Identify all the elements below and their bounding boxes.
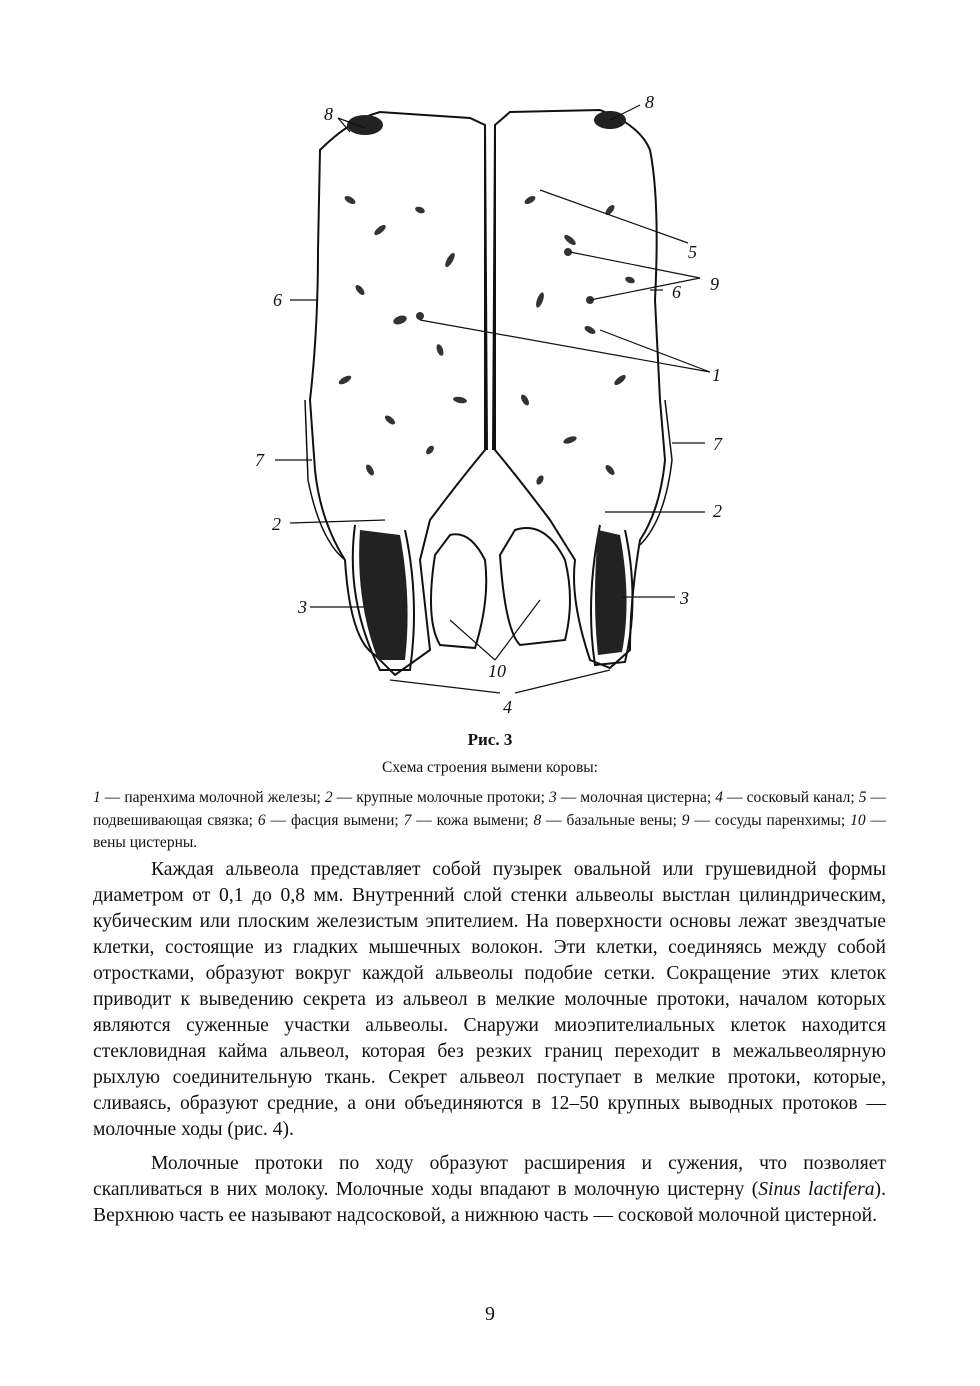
figure-label-6-left: 6 — [273, 290, 282, 310]
figure-label-9: 9 — [710, 274, 719, 294]
legend-text: — молочная цистерна; — [556, 789, 716, 806]
figure-label-2-right: 2 — [713, 501, 722, 521]
udder-illustration — [243, 88, 743, 718]
paragraph-1: Каждая альвеола представляет собой пузырек овальной или грушевидной формы диаметром от 0,1 до 0,8 мм. Внутренний слой стенки альвеолы выстлан цилиндрическим, кубическим или плоским железистым эпителием. На поверхности основы лежат звездчатые клетки, состоящие из гладких мышечных волокон. Эти клетки, соединяясь между собой отростками, образуют вокруг каждой альвеолы подобие сетки. Сокращение этих клеток приводит к выведению секрета из альвеол в мелкие молочные протоки, началом которых являются суженные участки альвеолы. Снаружи миоэпителиальных клеток находится стекловидная кайма альвеол, которая без резких границ переходит в межальвеолярную рыхлую соединительную ткань. Секрет альвеол поступает в мелкие протоки, которые, сливаясь, образуют средние, а они объединяются в 12–50 крупных выводных протоков — молочные ходы (рис. 4). — [93, 859, 886, 1140]
legend-num: 3 — [548, 789, 557, 806]
paragraph-2 — [93, 1151, 886, 1229]
figure-label-8-right: 8 — [645, 92, 654, 112]
udder-diagram — [243, 88, 743, 718]
figure-title: Рис. 3 — [467, 730, 513, 749]
legend-text: — подвешивающая связка; — [93, 789, 887, 829]
paragraph-2-end: ). Верхнюю часть ее называют надсосковой, а нижнюю часть — сосковой молочной цистерной. — [93, 1179, 886, 1226]
median-ligament — [485, 125, 495, 450]
figure-caption: Схема строения вымени коровы: — [382, 759, 598, 776]
right-cistern — [595, 530, 627, 655]
inner-teat-left — [431, 534, 486, 648]
legend-text: — крупные молочные протоки; — [332, 789, 549, 806]
figure-label-1: 1 — [712, 365, 721, 385]
legend-num: 6 — [257, 811, 266, 829]
right-skin — [640, 400, 672, 545]
page-number: 9 — [485, 1303, 495, 1325]
right-quarter-outline — [495, 110, 665, 668]
legend-text: — базальные вены; — [541, 811, 682, 829]
legend-text: — фасция вымени; — [265, 811, 404, 829]
figure-label-6-right: 6 — [672, 282, 681, 302]
legend-text: — паренхима молочной железы; — [100, 789, 325, 806]
figure-label-5: 5 — [688, 242, 697, 262]
legend-num: 1 — [93, 789, 101, 806]
paragraph-2-start: Молочные протоки по ходу образуют расширения и сужения, что позволяет скапливаться в них молоку. Молочные ходы впадают в молочную цистерну ( — [93, 1153, 886, 1200]
legend-text: — сосковый канал; — [723, 789, 859, 806]
legend-num: 10 — [850, 811, 866, 829]
legend-text: — вены цистерны. — [93, 811, 887, 851]
figure-label-4: 4 — [503, 697, 512, 717]
legend-num: 8 — [533, 811, 542, 829]
figure-legend — [93, 787, 886, 855]
figure-label-7-left: 7 — [255, 450, 264, 470]
figure-label-7-right: 7 — [713, 434, 722, 454]
legend-text: — кожа вымени; — [411, 811, 534, 829]
latin-term: Sinus lactifera — [758, 1179, 875, 1200]
figure-label-2-left: 2 — [272, 514, 281, 534]
legend-num: 4 — [715, 789, 724, 806]
figure-label-3-right: 3 — [680, 588, 689, 608]
legend-text: — сосуды паренхимы; — [689, 811, 851, 829]
legend-num: 9 — [681, 811, 690, 829]
body-text — [93, 857, 886, 1237]
legend-num: 2 — [324, 789, 333, 806]
basal-vein-left — [347, 115, 383, 135]
figure-label-10: 10 — [488, 661, 506, 681]
legend-num: 7 — [403, 811, 412, 829]
inner-teat-right — [500, 528, 570, 645]
legend-num: 5 — [858, 789, 867, 806]
figure-label-8-left: 8 — [324, 104, 333, 124]
figure-label-3-left: 3 — [298, 597, 307, 617]
